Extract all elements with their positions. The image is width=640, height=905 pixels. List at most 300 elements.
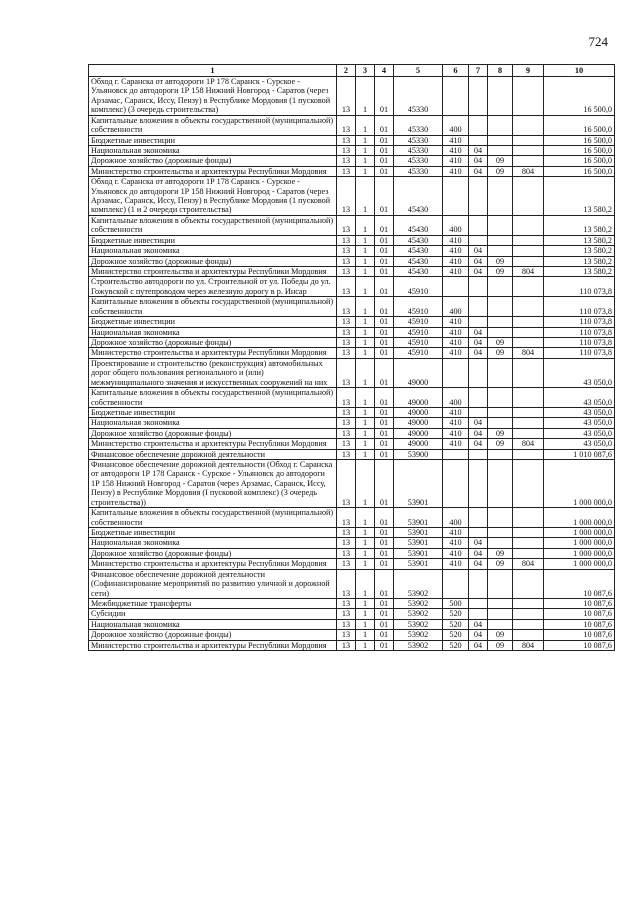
row-code-cell-c7: 04 [469, 246, 488, 256]
row-code-cell-c4: 01 [375, 115, 394, 135]
row-code-cell-c5: 49000 [394, 418, 443, 428]
row-name-cell: Дорожное хозяйство (дорожные фонды) [89, 428, 337, 438]
row-amount-cell: 13 580,2 [544, 215, 615, 235]
row-code-cell-c2: 13 [337, 337, 356, 347]
row-code-cell-c8 [488, 538, 513, 548]
row-amount-cell: 110 073,8 [544, 337, 615, 347]
row-code-cell-c5: 53902 [394, 640, 443, 650]
row-code-cell-c2: 13 [337, 508, 356, 528]
row-code-cell-c6: 410 [443, 439, 469, 449]
row-amount-cell: 10 087,6 [544, 609, 615, 619]
row-code-cell-c9 [513, 508, 544, 528]
table-row [89, 508, 615, 528]
table-row [89, 297, 615, 317]
row-code-cell-c4: 01 [375, 256, 394, 266]
row-amount-cell: 43 050,0 [544, 407, 615, 417]
row-code-cell-c5: 53901 [394, 559, 443, 569]
table-header-row [89, 65, 615, 77]
row-name-cell: Национальная экономика [89, 538, 337, 548]
row-code-cell-c8 [488, 388, 513, 408]
row-code-cell-c9 [513, 77, 544, 116]
row-name-cell: Капитальные вложения в объекты государственной (муниципальной) собственности [89, 115, 337, 135]
row-code-cell-c7 [469, 527, 488, 537]
row-amount-cell: 16 500,0 [544, 115, 615, 135]
row-code-cell-c8: 09 [488, 630, 513, 640]
row-code-cell-c2: 13 [337, 177, 356, 216]
table-row [89, 145, 615, 155]
row-code-cell-c3: 1 [356, 317, 375, 327]
row-code-cell-c7: 04 [469, 559, 488, 569]
row-code-cell-c2: 13 [337, 548, 356, 558]
row-code-cell-c2: 13 [337, 145, 356, 155]
row-code-cell-c8 [488, 145, 513, 155]
row-code-cell-c5: 49000 [394, 439, 443, 449]
row-code-cell-c7 [469, 135, 488, 145]
row-name-cell: Обход г. Саранска от автодороги 1Р 178 Саранск - Сурское - Ульяновск до автодороги 1Р 158 Нижний Новгород - Саратов (через Арзамас, Саранск, Иссу, Пензу) в Республике Мордовия (1 пусковой комплекс) (3 очередь строительства) [89, 77, 337, 116]
row-code-cell-c6 [443, 460, 469, 508]
row-code-cell-c7: 04 [469, 548, 488, 558]
row-code-cell-c3: 1 [356, 619, 375, 629]
row-code-cell-c2: 13 [337, 439, 356, 449]
row-code-cell-c2: 13 [337, 348, 356, 358]
row-code-cell-c9: 804 [513, 348, 544, 358]
table-row [89, 407, 615, 417]
row-name-cell: Капитальные вложения в объекты государственной (муниципальной) собственности [89, 388, 337, 408]
row-code-cell-c4: 01 [375, 77, 394, 116]
row-code-cell-c8 [488, 277, 513, 297]
column-header: 5 [394, 65, 443, 77]
row-code-cell-c6: 410 [443, 235, 469, 245]
row-code-cell-c5: 53901 [394, 508, 443, 528]
table-row [89, 418, 615, 428]
row-code-cell-c3: 1 [356, 297, 375, 317]
row-code-cell-c2: 13 [337, 297, 356, 317]
row-code-cell-c6: 520 [443, 619, 469, 629]
row-code-cell-c9 [513, 407, 544, 417]
row-code-cell-c8: 09 [488, 166, 513, 176]
row-code-cell-c4: 01 [375, 619, 394, 629]
row-name-cell: Строительство автодороги по ул. Строительной от ул. Победы до ул. Гожувской с путепроводом через железную дорогу в р. Инсар [89, 277, 337, 297]
row-code-cell-c9 [513, 598, 544, 608]
row-code-cell-c6: 410 [443, 267, 469, 277]
row-code-cell-c9 [513, 177, 544, 216]
table-row [89, 235, 615, 245]
table-row [89, 267, 615, 277]
row-amount-cell: 43 050,0 [544, 358, 615, 387]
row-code-cell-c6 [443, 358, 469, 387]
column-header: 4 [375, 65, 394, 77]
table-row [89, 428, 615, 438]
row-code-cell-c2: 13 [337, 115, 356, 135]
row-code-cell-c6: 520 [443, 609, 469, 619]
row-code-cell-c3: 1 [356, 215, 375, 235]
row-code-cell-c4: 01 [375, 388, 394, 408]
row-code-cell-c7 [469, 177, 488, 216]
table-row [89, 630, 615, 640]
row-code-cell-c7 [469, 569, 488, 598]
row-name-cell: Капитальные вложения в объекты государственной (муниципальной) собственности [89, 508, 337, 528]
row-code-cell-c3: 1 [356, 598, 375, 608]
row-code-cell-c9 [513, 449, 544, 459]
row-name-cell: Субсидии [89, 609, 337, 619]
row-code-cell-c7 [469, 508, 488, 528]
row-code-cell-c9 [513, 277, 544, 297]
column-header: 7 [469, 65, 488, 77]
row-code-cell-c7 [469, 407, 488, 417]
row-code-cell-c4: 01 [375, 348, 394, 358]
table-row [89, 246, 615, 256]
row-code-cell-c8 [488, 449, 513, 459]
row-code-cell-c9 [513, 317, 544, 327]
row-code-cell-c6: 410 [443, 428, 469, 438]
row-amount-cell: 16 500,0 [544, 77, 615, 116]
row-code-cell-c3: 1 [356, 337, 375, 347]
table-row [89, 449, 615, 459]
row-name-cell: Дорожное хозяйство (дорожные фонды) [89, 256, 337, 266]
row-code-cell-c4: 01 [375, 337, 394, 347]
row-code-cell-c2: 13 [337, 418, 356, 428]
row-code-cell-c8 [488, 297, 513, 317]
row-name-cell: Министерство строительства и архитектуры Республики Мордовия [89, 640, 337, 650]
row-code-cell-c7 [469, 388, 488, 408]
row-code-cell-c7 [469, 460, 488, 508]
row-code-cell-c8 [488, 619, 513, 629]
row-code-cell-c8 [488, 327, 513, 337]
row-code-cell-c6: 400 [443, 508, 469, 528]
table-row [89, 388, 615, 408]
table-row [89, 619, 615, 629]
row-name-cell: Межбюджетные трансферты [89, 598, 337, 608]
row-code-cell-c6 [443, 177, 469, 216]
row-code-cell-c8: 09 [488, 439, 513, 449]
row-name-cell: Бюджетные инвестиции [89, 527, 337, 537]
row-code-cell-c9 [513, 460, 544, 508]
row-code-cell-c8: 09 [488, 548, 513, 558]
row-name-cell: Министерство строительства и архитектуры Республики Мордовия [89, 166, 337, 176]
row-name-cell: Бюджетные инвестиции [89, 235, 337, 245]
table-row [89, 156, 615, 166]
row-code-cell-c5: 45330 [394, 166, 443, 176]
row-code-cell-c3: 1 [356, 77, 375, 116]
row-amount-cell: 110 073,8 [544, 297, 615, 317]
row-code-cell-c7: 04 [469, 156, 488, 166]
row-code-cell-c5: 53902 [394, 598, 443, 608]
row-name-cell: Дорожное хозяйство (дорожные фонды) [89, 337, 337, 347]
row-code-cell-c6: 400 [443, 297, 469, 317]
row-code-cell-c6: 410 [443, 548, 469, 558]
row-code-cell-c7: 04 [469, 267, 488, 277]
row-amount-cell: 13 580,2 [544, 235, 615, 245]
row-code-cell-c3: 1 [356, 166, 375, 176]
row-code-cell-c8: 09 [488, 640, 513, 650]
row-code-cell-c8 [488, 358, 513, 387]
table-row [89, 538, 615, 548]
row-code-cell-c3: 1 [356, 569, 375, 598]
row-code-cell-c8 [488, 115, 513, 135]
row-code-cell-c4: 01 [375, 640, 394, 650]
row-code-cell-c3: 1 [356, 559, 375, 569]
table-row [89, 166, 615, 176]
column-header: 10 [544, 65, 615, 77]
row-code-cell-c9 [513, 538, 544, 548]
table-row [89, 527, 615, 537]
row-code-cell-c8 [488, 407, 513, 417]
row-code-cell-c7: 04 [469, 337, 488, 347]
row-code-cell-c6: 400 [443, 388, 469, 408]
row-name-cell: Национальная экономика [89, 145, 337, 155]
column-header: 1 [89, 65, 337, 77]
row-code-cell-c5: 53902 [394, 619, 443, 629]
row-amount-cell: 10 087,6 [544, 640, 615, 650]
row-code-cell-c2: 13 [337, 619, 356, 629]
row-name-cell: Национальная экономика [89, 246, 337, 256]
row-code-cell-c3: 1 [356, 527, 375, 537]
row-code-cell-c5: 45910 [394, 337, 443, 347]
row-code-cell-c8: 09 [488, 559, 513, 569]
row-amount-cell: 43 050,0 [544, 428, 615, 438]
row-code-cell-c8 [488, 77, 513, 116]
table-row [89, 559, 615, 569]
row-code-cell-c7: 04 [469, 439, 488, 449]
row-code-cell-c7: 04 [469, 418, 488, 428]
row-code-cell-c5: 53902 [394, 630, 443, 640]
row-name-cell: Дорожное хозяйство (дорожные фонды) [89, 548, 337, 558]
row-code-cell-c5: 49000 [394, 407, 443, 417]
row-code-cell-c2: 13 [337, 77, 356, 116]
row-code-cell-c8 [488, 569, 513, 598]
row-code-cell-c4: 01 [375, 135, 394, 145]
row-code-cell-c6: 410 [443, 317, 469, 327]
column-header: 3 [356, 65, 375, 77]
row-code-cell-c4: 01 [375, 327, 394, 337]
row-code-cell-c8 [488, 418, 513, 428]
row-code-cell-c3: 1 [356, 115, 375, 135]
row-code-cell-c4: 01 [375, 630, 394, 640]
row-code-cell-c3: 1 [356, 177, 375, 216]
row-amount-cell: 43 050,0 [544, 388, 615, 408]
row-code-cell-c4: 01 [375, 460, 394, 508]
column-header: 9 [513, 65, 544, 77]
row-code-cell-c7 [469, 297, 488, 317]
row-code-cell-c2: 13 [337, 538, 356, 548]
column-header: 6 [443, 65, 469, 77]
row-code-cell-c9: 804 [513, 267, 544, 277]
row-amount-cell: 16 500,0 [544, 135, 615, 145]
row-code-cell-c8 [488, 235, 513, 245]
row-code-cell-c2: 13 [337, 156, 356, 166]
row-code-cell-c8 [488, 527, 513, 537]
row-code-cell-c4: 01 [375, 317, 394, 327]
row-code-cell-c6: 410 [443, 166, 469, 176]
row-code-cell-c6: 410 [443, 246, 469, 256]
row-code-cell-c4: 01 [375, 277, 394, 297]
row-code-cell-c8: 09 [488, 256, 513, 266]
row-code-cell-c6: 410 [443, 145, 469, 155]
table-row [89, 337, 615, 347]
row-name-cell: Национальная экономика [89, 619, 337, 629]
row-code-cell-c3: 1 [356, 327, 375, 337]
table-row [89, 317, 615, 327]
row-code-cell-c3: 1 [356, 418, 375, 428]
row-code-cell-c4: 01 [375, 407, 394, 417]
row-code-cell-c6: 410 [443, 348, 469, 358]
row-code-cell-c2: 13 [337, 609, 356, 619]
table-row [89, 177, 615, 216]
row-code-cell-c3: 1 [356, 267, 375, 277]
row-code-cell-c6: 410 [443, 135, 469, 145]
row-code-cell-c6: 520 [443, 630, 469, 640]
row-code-cell-c9 [513, 609, 544, 619]
row-code-cell-c6: 410 [443, 256, 469, 266]
row-name-cell: Бюджетные инвестиции [89, 317, 337, 327]
row-name-cell: Финансовое обеспечение дорожной деятельности (Обход г. Саранска от автодороги 1Р 178 Саранск - Сурское - Ульяновск до автодороги 1Р 158 Нижний Новгород - Саратов (через Арзамас, Саранск, Иссу, Пензу) в Республике Мордовия (I пусковой комплекс) (3 очередь строительства)) [89, 460, 337, 508]
row-code-cell-c2: 13 [337, 527, 356, 537]
row-code-cell-c5: 45330 [394, 145, 443, 155]
row-name-cell: Министерство строительства и архитектуры Республики Мордовия [89, 439, 337, 449]
row-code-cell-c4: 01 [375, 569, 394, 598]
row-code-cell-c2: 13 [337, 277, 356, 297]
row-code-cell-c5: 45430 [394, 215, 443, 235]
row-amount-cell: 10 087,6 [544, 598, 615, 608]
row-code-cell-c9: 804 [513, 640, 544, 650]
row-code-cell-c7: 04 [469, 630, 488, 640]
row-code-cell-c9 [513, 337, 544, 347]
row-code-cell-c3: 1 [356, 246, 375, 256]
table-row [89, 439, 615, 449]
row-code-cell-c5: 53901 [394, 527, 443, 537]
row-code-cell-c4: 01 [375, 559, 394, 569]
row-code-cell-c7: 04 [469, 619, 488, 629]
row-code-cell-c2: 13 [337, 407, 356, 417]
row-code-cell-c9 [513, 630, 544, 640]
row-code-cell-c3: 1 [356, 508, 375, 528]
row-code-cell-c6: 410 [443, 407, 469, 417]
row-code-cell-c7 [469, 317, 488, 327]
row-code-cell-c9: 804 [513, 439, 544, 449]
row-code-cell-c5: 45430 [394, 267, 443, 277]
row-code-cell-c8: 09 [488, 156, 513, 166]
row-code-cell-c5: 45330 [394, 135, 443, 145]
row-code-cell-c2: 13 [337, 267, 356, 277]
table-row [89, 277, 615, 297]
row-code-cell-c2: 13 [337, 215, 356, 235]
row-code-cell-c3: 1 [356, 407, 375, 417]
row-code-cell-c9 [513, 215, 544, 235]
row-code-cell-c4: 01 [375, 215, 394, 235]
row-code-cell-c5: 45330 [394, 115, 443, 135]
row-code-cell-c4: 01 [375, 548, 394, 558]
table-row [89, 77, 615, 116]
row-amount-cell: 16 500,0 [544, 156, 615, 166]
row-code-cell-c9: 804 [513, 166, 544, 176]
row-name-cell: Министерство строительства и архитектуры Республики Мордовия [89, 267, 337, 277]
row-name-cell: Проектирование и строительство (реконструкция) автомобильных дорог общего пользования регионального и (или) межмуниципального значения и искусственных сооружений на них [89, 358, 337, 387]
row-name-cell: Капитальные вложения в объекты государственной (муниципальной) собственности [89, 215, 337, 235]
row-code-cell-c8: 09 [488, 428, 513, 438]
row-code-cell-c5: 45430 [394, 235, 443, 245]
row-amount-cell: 110 073,8 [544, 277, 615, 297]
row-amount-cell: 10 087,6 [544, 569, 615, 598]
row-code-cell-c2: 13 [337, 317, 356, 327]
table-row [89, 327, 615, 337]
row-code-cell-c9 [513, 569, 544, 598]
row-code-cell-c3: 1 [356, 428, 375, 438]
row-code-cell-c2: 13 [337, 428, 356, 438]
row-code-cell-c4: 01 [375, 418, 394, 428]
row-amount-cell: 16 500,0 [544, 166, 615, 176]
row-code-cell-c6 [443, 449, 469, 459]
row-code-cell-c4: 01 [375, 439, 394, 449]
table-row [89, 115, 615, 135]
budget-table [88, 64, 615, 651]
row-code-cell-c7 [469, 115, 488, 135]
row-code-cell-c7 [469, 449, 488, 459]
row-code-cell-c9 [513, 135, 544, 145]
row-code-cell-c7 [469, 609, 488, 619]
row-name-cell: Министерство строительства и архитектуры Республики Мордовия [89, 348, 337, 358]
row-amount-cell: 110 073,8 [544, 317, 615, 327]
row-code-cell-c5: 45330 [394, 156, 443, 166]
row-code-cell-c2: 13 [337, 358, 356, 387]
row-code-cell-c9 [513, 235, 544, 245]
row-code-cell-c8 [488, 598, 513, 608]
row-code-cell-c8 [488, 317, 513, 327]
row-code-cell-c9 [513, 418, 544, 428]
row-code-cell-c9 [513, 297, 544, 317]
row-code-cell-c5: 53901 [394, 460, 443, 508]
row-code-cell-c6: 400 [443, 115, 469, 135]
row-code-cell-c8: 09 [488, 337, 513, 347]
row-code-cell-c9 [513, 527, 544, 537]
row-code-cell-c7 [469, 235, 488, 245]
row-code-cell-c9 [513, 145, 544, 155]
row-code-cell-c8 [488, 177, 513, 216]
row-code-cell-c3: 1 [356, 609, 375, 619]
row-code-cell-c6 [443, 569, 469, 598]
row-code-cell-c9 [513, 548, 544, 558]
row-code-cell-c3: 1 [356, 640, 375, 650]
column-header: 2 [337, 65, 356, 77]
row-code-cell-c2: 13 [337, 388, 356, 408]
row-code-cell-c4: 01 [375, 428, 394, 438]
row-code-cell-c4: 01 [375, 267, 394, 277]
row-amount-cell: 13 580,2 [544, 246, 615, 256]
row-code-cell-c5: 49000 [394, 358, 443, 387]
row-code-cell-c4: 01 [375, 508, 394, 528]
row-amount-cell: 1 000 000,0 [544, 559, 615, 569]
row-code-cell-c8 [488, 609, 513, 619]
row-code-cell-c3: 1 [356, 277, 375, 297]
row-code-cell-c7 [469, 277, 488, 297]
row-amount-cell: 13 580,2 [544, 256, 615, 266]
row-code-cell-c2: 13 [337, 559, 356, 569]
row-code-cell-c7: 04 [469, 166, 488, 176]
row-amount-cell: 13 580,2 [544, 267, 615, 277]
row-code-cell-c6: 500 [443, 598, 469, 608]
row-code-cell-c6: 520 [443, 640, 469, 650]
row-code-cell-c3: 1 [356, 135, 375, 145]
row-code-cell-c7: 04 [469, 428, 488, 438]
row-code-cell-c3: 1 [356, 548, 375, 558]
row-amount-cell: 1 010 087,6 [544, 449, 615, 459]
row-code-cell-c4: 01 [375, 598, 394, 608]
row-code-cell-c9 [513, 115, 544, 135]
row-code-cell-c4: 01 [375, 297, 394, 317]
row-code-cell-c8: 09 [488, 348, 513, 358]
row-name-cell: Дорожное хозяйство (дорожные фонды) [89, 630, 337, 640]
row-code-cell-c4: 01 [375, 609, 394, 619]
row-code-cell-c6: 410 [443, 156, 469, 166]
